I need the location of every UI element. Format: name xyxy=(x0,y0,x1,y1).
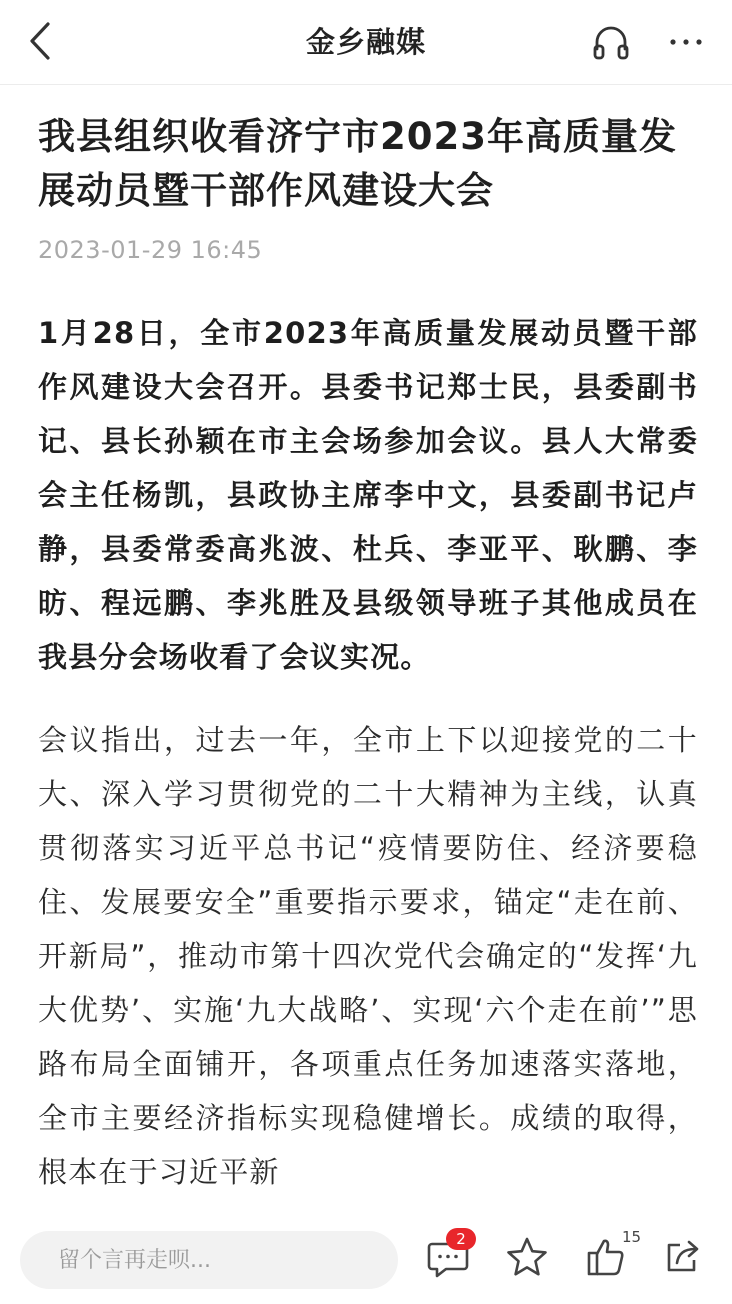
share-button[interactable] xyxy=(664,1236,704,1276)
more-horizontal-icon xyxy=(666,22,708,62)
thumbs-up-icon xyxy=(586,1236,626,1278)
publish-time: 2023-01-29 16:45 xyxy=(38,236,263,264)
comment-count-badge: 2 xyxy=(446,1228,476,1250)
audio-button[interactable] xyxy=(590,22,632,62)
like-count: 15 xyxy=(622,1228,642,1246)
article-body-paragraph: 会议指出，过去一年，全市上下以迎接党的二十大、深入学习贯彻党的二十大精神为主线，认真贯彻落实习近平总书记“疫情要防住、经济要稳住、发展要安全”重要指示要求，锚定“走在前、开新局”，推动市第十四次党代会确定的“发挥‘九大优势’、实施‘九大战略’、实现‘六个走在前’”思路布局全面铺开，各项重点任务加速落实落地，全市主要经济指标实现稳健增长。成绩的取得，根本在于习近平新 xyxy=(38,723,698,1189)
comment-input[interactable] xyxy=(20,1231,398,1289)
bottom-action-bar xyxy=(0,1218,732,1304)
more-button[interactable] xyxy=(666,22,708,62)
share-icon xyxy=(664,1236,704,1276)
favorite-button[interactable] xyxy=(506,1236,548,1278)
star-icon xyxy=(506,1236,548,1278)
headphone-icon xyxy=(590,22,632,62)
app-title: 金乡融媒 xyxy=(305,25,426,59)
article xyxy=(38,110,698,1228)
like-button[interactable] xyxy=(586,1236,626,1278)
article-lead-paragraph: 1月28日，全市2023年高质量发展动员暨干部作风建设大会召开。县委书记郑士民，县委副书记、县长孙颖在市主会场参加会议。县人大常委会主任杨凯，县政协主席李中文，县委副书记卢静，县委常委高兆波、杜兵、李亚平、耿鹏、李昉、程远鹏、李兆胜及县级领导班子其他成员在我县分会场收看了会议实况。 xyxy=(38,316,698,674)
article-headline: 我县组织收看济宁市2023年高质量发展动员暨干部作风建设大会 xyxy=(38,115,677,212)
top-bar xyxy=(0,0,732,85)
